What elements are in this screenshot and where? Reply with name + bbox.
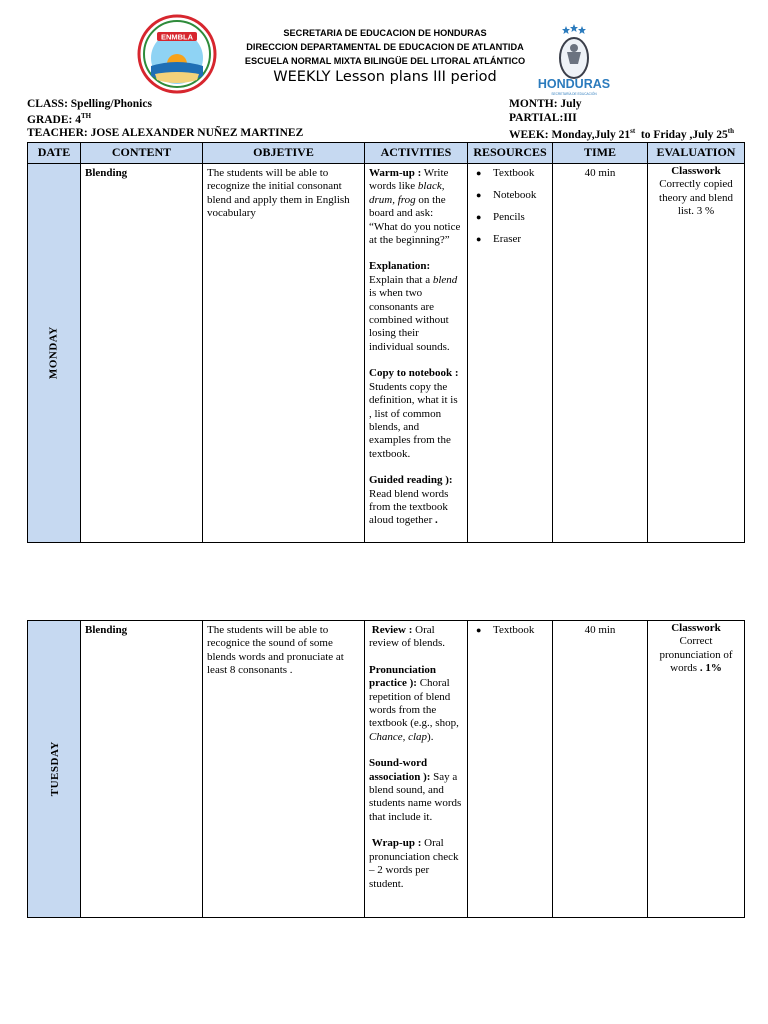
class-label: CLASS: Spelling/Phonics bbox=[27, 98, 152, 110]
list-item: ● Textbook bbox=[472, 624, 548, 646]
monday-lesson-table bbox=[27, 142, 745, 543]
grade-label: GRADE: 4TH bbox=[27, 112, 92, 126]
monday-day-label: MONDAY bbox=[47, 326, 60, 380]
monday-activities: Warm-up : Write words like black, drum, frog on the board and ask: “What do you notice at the beginning?” Explanation: Explain that a blend is when two consonants are combined without losing their individual sounds. Copy to notebook : Students copy the definition, what it is , list of common blends, and examples from the textbook. Guided reading ): Read blend words from the textbook aloud together . bbox=[365, 164, 468, 543]
header-escuela: ESCUELA NORMAL MIXTA BILINGÜE DEL LITORAL ATLÁNTICO bbox=[244, 56, 526, 66]
monday-resources bbox=[468, 164, 553, 543]
list-item: ● Pencils bbox=[472, 211, 548, 233]
monday-evaluation: Classwork Correctly copied theory and blend list. 3 % bbox=[648, 164, 745, 543]
school-logo-text: ENMBLA bbox=[160, 32, 194, 42]
tuesday-content: Blending bbox=[81, 621, 203, 918]
header-evaluation: EVALUATION bbox=[648, 143, 745, 164]
header-content: CONTENT bbox=[81, 143, 203, 164]
monday-time: 40 min bbox=[553, 164, 648, 543]
header-objective: OBJETIVE bbox=[203, 143, 365, 164]
table-header-row bbox=[28, 143, 745, 164]
tuesday-day-label: TUESDAY bbox=[48, 741, 61, 797]
monday-date-cell bbox=[28, 164, 81, 543]
honduras-logo-text: HONDURAS bbox=[537, 77, 611, 91]
monday-objective: The students will be able to recognize the initial consonant blend and apply them in English vocabulary bbox=[203, 164, 365, 543]
list-item: ● Eraser bbox=[472, 233, 548, 255]
header-secretaria: SECRETARIA DE EDUCACION DE HONDURAS bbox=[283, 28, 487, 38]
header-resources: RESOURCES bbox=[468, 143, 553, 164]
tuesday-time: 40 min bbox=[553, 621, 648, 918]
monday-row bbox=[28, 164, 745, 543]
monday-content: Blending bbox=[81, 164, 203, 543]
tuesday-evaluation: Classwork Correct pronunciation of words . 1% bbox=[648, 621, 745, 918]
header-activities: ACTIVITIES bbox=[365, 143, 468, 164]
month-label: MONTH: July bbox=[509, 98, 582, 110]
tuesday-lesson-table bbox=[27, 620, 745, 918]
week-label: WEEK: Monday,July 21st to Friday ,July 25th bbox=[509, 127, 735, 141]
honduras-logo-subtext: SECRETARÍA DE EDUCACIÓN bbox=[551, 92, 597, 96]
header-title: WEEKLY Lesson plans III period bbox=[273, 69, 497, 85]
list-item: ● Textbook bbox=[472, 167, 548, 189]
list-item: ● Notebook bbox=[472, 189, 548, 211]
tuesday-date-cell bbox=[28, 621, 81, 918]
tuesday-objective: The students will be able to recognice the sound of some blends words and pronuciate at least 8 consonants . bbox=[203, 621, 365, 918]
teacher-label: TEACHER: JOSE ALEXANDER NUÑEZ MARTINEZ bbox=[27, 127, 304, 139]
header-date: DATE bbox=[28, 143, 81, 164]
header-time: TIME bbox=[553, 143, 648, 164]
honduras-logo bbox=[536, 24, 612, 96]
header-direccion: DIRECCION DEPARTAMENTAL DE EDUCACION DE ATLANTIDA bbox=[246, 42, 524, 52]
tuesday-resources bbox=[468, 621, 553, 918]
tuesday-row bbox=[28, 621, 745, 918]
partial-label: PARTIAL:III bbox=[509, 112, 577, 124]
tuesday-activities: Review : Oral review of blends. Pronunciation practice ): Choral repetition of blend words from the textbook (e.g., shop, Chance, clap). Sound-word association ): Say a blend sound, and students name words that include it. Wrap-up : Oral pronunciation check – 2 words per student. bbox=[365, 621, 468, 918]
